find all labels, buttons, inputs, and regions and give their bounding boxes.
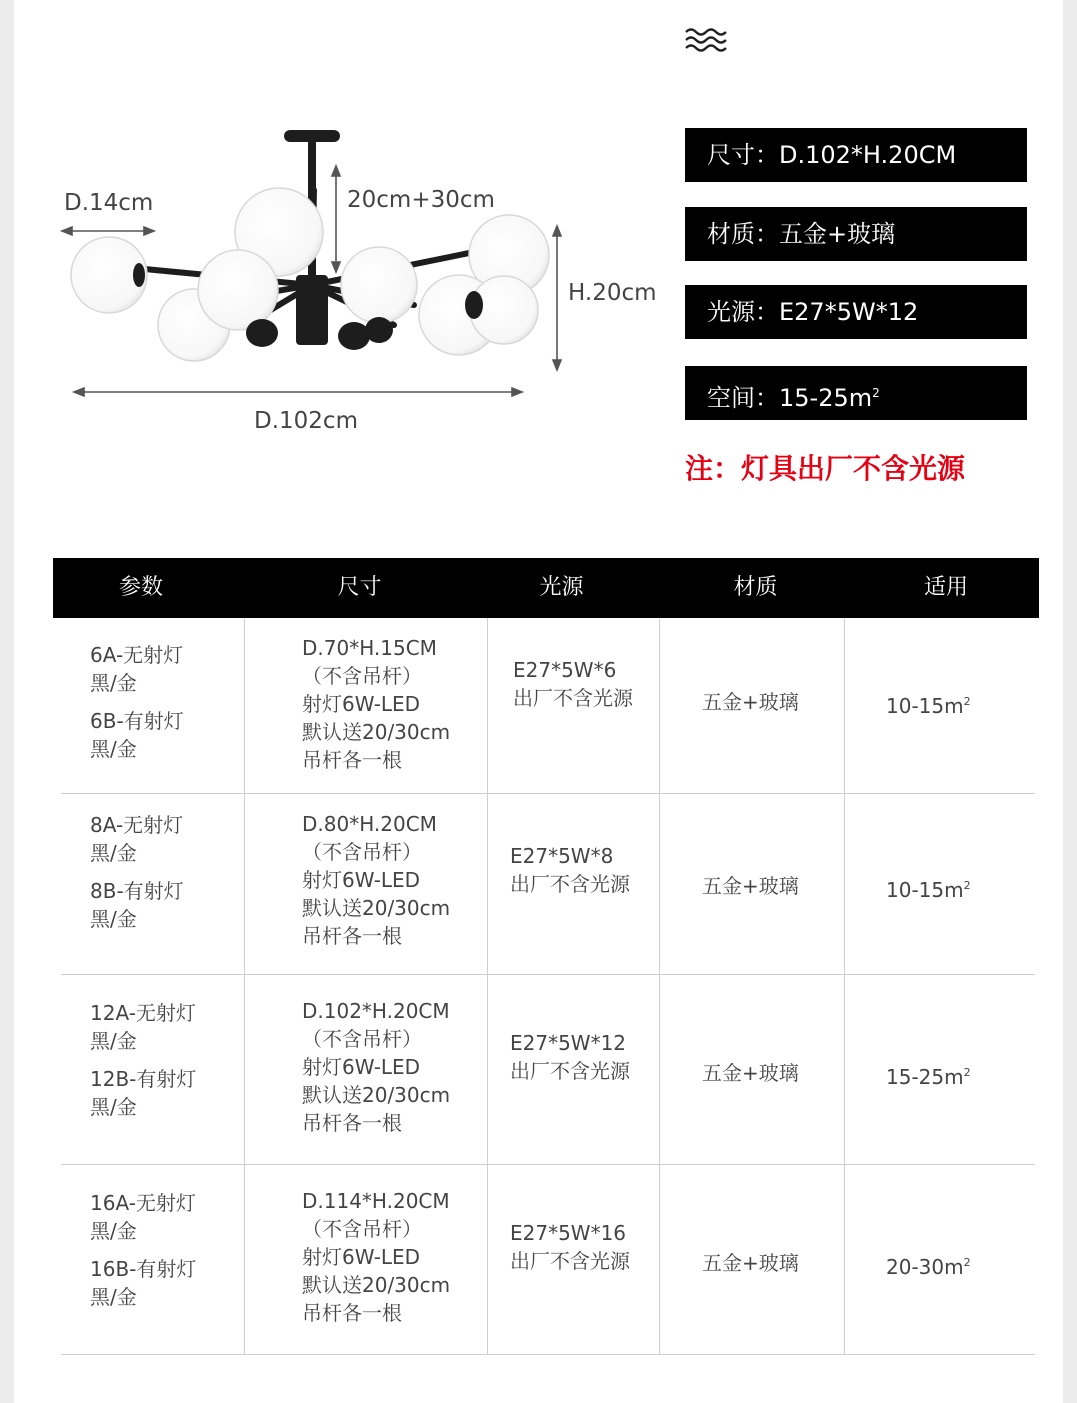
param-cell: 12A-无射灯 黑/金 12B-有射灯 黑/金	[90, 1001, 197, 1119]
material-cell: 五金+玻璃	[702, 1251, 799, 1275]
light-cell: E27*5W*12 出厂不含光源	[510, 1031, 630, 1083]
dim-height: H.20cm	[568, 280, 657, 306]
light-cell: E27*5W*8 出厂不含光源	[510, 844, 630, 896]
table-row	[61, 618, 1035, 794]
spec-material: 材质：五金+玻璃	[685, 207, 1027, 261]
table-row	[61, 794, 1035, 975]
spec-space: 空间：$15-25m^2$	[685, 366, 1027, 420]
wave-icon	[684, 26, 728, 54]
param-cell: 16A-无射灯 黑/金 16B-有射灯 黑/金	[90, 1191, 197, 1309]
area-cell: $10-15m^2$	[886, 878, 971, 902]
area-cell: $15-25m^2$	[886, 1065, 971, 1089]
product-spec-page	[14, 0, 1063, 1403]
area-cell: $10-15m^2$	[886, 694, 971, 718]
size-cell: D.70*H.15CM （不含吊杆） 射灯6W-LED 默认送20/30cm 吊杆各一根	[302, 636, 451, 772]
table-row	[61, 975, 1035, 1165]
table-header	[53, 558, 1039, 618]
note-no-bulbs: 注：灯具出厂不含光源	[685, 452, 966, 485]
material-cell: 五金+玻璃	[702, 690, 799, 714]
table-row	[61, 1165, 1035, 1355]
header-material: 材质	[733, 575, 778, 600]
area-cell: $20-30m^2$	[886, 1255, 971, 1279]
param-cell: 6A-无射灯 黑/金 6B-有射灯 黑/金	[90, 643, 184, 761]
dim-diameter: D.102cm	[254, 408, 358, 434]
spec-light-source: 光源：E27*5W*12	[685, 285, 1027, 339]
spec-size: 尺寸：D.102*H.20CM	[685, 128, 1027, 182]
light-cell: E27*5W*16 出厂不含光源	[510, 1221, 630, 1273]
header-size: 尺寸	[337, 575, 382, 600]
light-cell: E27*5W*6 出厂不含光源	[513, 658, 633, 710]
param-cell: 8A-无射灯 黑/金 8B-有射灯 黑/金	[90, 813, 184, 931]
material-cell: 五金+玻璃	[702, 1061, 799, 1085]
dim-rod-length: 20cm+30cm	[347, 187, 495, 213]
header-param: 参数	[118, 575, 163, 600]
header-area: 适用	[923, 575, 968, 600]
material-cell: 五金+玻璃	[702, 874, 799, 898]
size-cell: D.80*H.20CM （不含吊杆） 射灯6W-LED 默认送20/30cm 吊杆各一根	[302, 812, 451, 948]
dim-shade-diameter: D.14cm	[64, 190, 154, 216]
header-light: 光源	[539, 575, 584, 600]
size-cell: D.114*H.20CM （不含吊杆） 射灯6W-LED 默认送20/30cm 吊杆各一根	[302, 1189, 451, 1325]
size-cell: D.102*H.20CM （不含吊杆） 射灯6W-LED 默认送20/30cm 吊杆各一根	[302, 999, 451, 1135]
